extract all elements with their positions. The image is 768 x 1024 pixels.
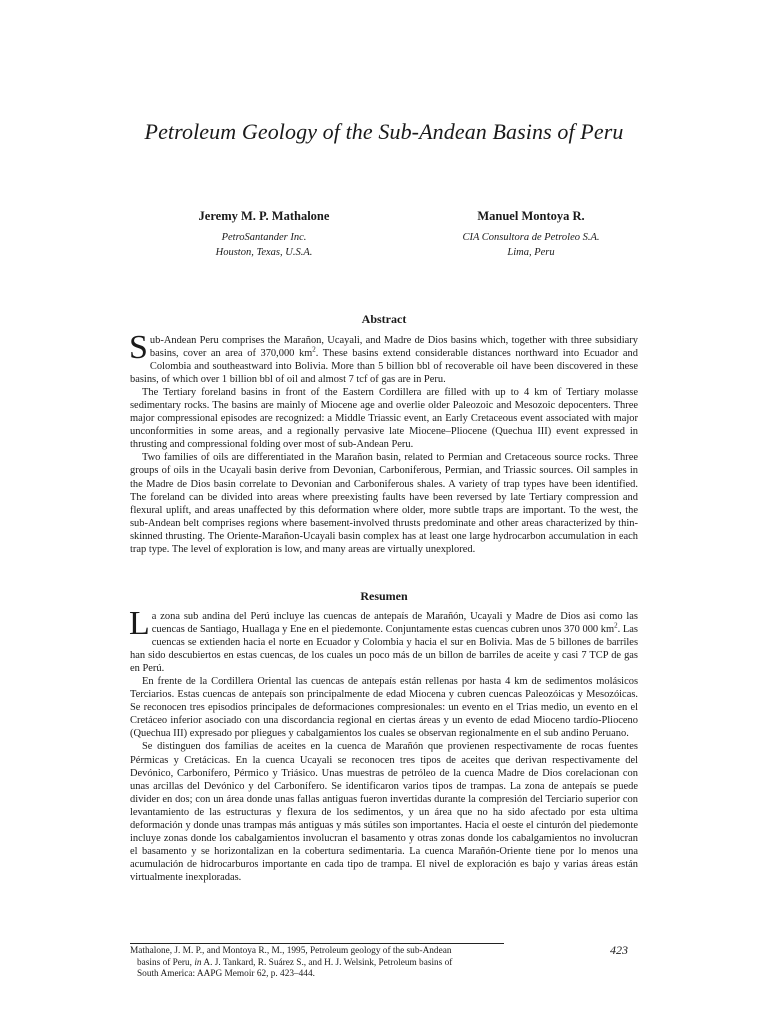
abstract-paragraph-1 <box>129 329 638 386</box>
abstract-p1-text: ub-Andean Peru comprises the Marañon, Ucayali, and Madre de Dios basins which, together with three subsidiary basins, cover an area of 370,000 km <box>149 335 638 360</box>
resumen-paragraph-1 <box>129 605 638 675</box>
resumen-p1-text: a zona sub andina del Perú incluye las cuencas de antepaís de Marañón, Ucayali y Madre de Dios asi como las cuencas de Santiago, Huallaga y Ene en el piedemonte. Conjuntamente estas cuencas cubren unos 370 000 km <box>151 611 638 636</box>
page-number: 423 <box>610 943 628 957</box>
author-1-affiliation-line: PetroSantander Inc. <box>221 232 307 243</box>
author-2-affiliation <box>381 230 681 260</box>
abstract-p1-text-cont: . These basins extend considerable distances northward into Ecuador and Colombia and southeastward into Bolivia. More than 5 billion bbl of recoverable oil have been discovered in these basins, of which over 1 billion bbl of oil and almost 7 tcf of gas are in Peru. <box>130 348 638 386</box>
citation-line-2 <box>130 958 510 970</box>
abstract-paragraph-2: The Tertiary foreland basins in front of the Eastern Cordillera are filled with up to 4 km of Tertiary molasse sedimentary rocks. The basins are mainly of Miocene age and overlie older Paleozoic and Mesozoic depocenters. Three major compressional episodes are recognized: a Middle Triassic event, an Early Cretaceous event associated with major unconformities in some areas, and a regionally pervasive late Miocene–Pliocene (Quechua III) event expressed in thrusting and compressional folding over most of sub-Andean Peru. <box>130 387 638 451</box>
resumen-body <box>129 605 638 884</box>
resumen-p1-text-cont: . Las cuencas se extienden hacia el norte en Ecuador y Colombia y hacia el sur en Bolivia. Mas de 5 billones de barriles han sido descubiertos en estas cuencas, de los cuales un poco más de un billon de barriles de aceite y casi 7 TCP de gas en Perú. <box>130 624 638 675</box>
author-2 <box>381 209 681 260</box>
abstract-dropcap: S <box>129 329 148 366</box>
author-2-affiliation-line: Lima, Peru <box>507 247 555 258</box>
paper-title: Petroleum Geology of the Sub-Andean Basins of Peru <box>144 119 624 144</box>
resumen-heading: Resumen <box>360 589 408 603</box>
author-1-name: Jeremy M. P. Mathalone <box>198 209 330 223</box>
citation-line-3: South America: AAPG Memoir 62, p. 423–444. <box>137 969 315 979</box>
citation-line-2-text: basins of Peru, <box>137 957 195 968</box>
abstract-paragraph-3: Two families of oils are differentiated in the Marañon basin, related to Permian and Cretaceous source rocks. Three groups of oils in the Ucayali basin derive from Devonian, Carboniferous, Permian, and Triassic sources. Oil samples in the Madre de Dios basin correlate to Devonian and Carboniferous shales. A variety of trap types have been identified. The foreland can be divided into areas where preexisting faults have been reversed by late Tertiary compression and flexural uplift, and areas unaffected by this deformation where older, more subtle traps are important. To the west, the sub-Andean belt comprises regions where basement-involved thrusts predominate and other areas characterized by thin-skinned thrusting. The Oriente-Marañon-Ucayali basin complex has at least one large hydrocarbon accumulation in each trap type. The level of exploration is low, and many areas are virtually unexplored. <box>130 452 638 555</box>
abstract-p1-superscript: 2 <box>312 345 316 354</box>
resumen-dropcap: L <box>129 605 150 642</box>
author-1 <box>114 209 414 260</box>
footnote-divider <box>130 943 504 944</box>
resumen-p1-superscript: 2 <box>614 621 618 630</box>
author-1-affiliation <box>114 230 414 260</box>
citation-line-2-in: in <box>194 957 202 968</box>
author-2-affiliation-line: CIA Consultora de Petroleo S.A. <box>462 232 600 243</box>
citation-footnote <box>130 946 510 981</box>
abstract-heading: Abstract <box>361 312 407 326</box>
citation-line-2-text-cont: A. J. Tankard, R. Suárez S., and H. J. Welsink, Petroleum basins of <box>201 957 453 968</box>
citation-line-1: Mathalone, J. M. P., and Montoya R., M., 1995, Petroleum geology of the sub-Andean <box>130 946 452 956</box>
resumen-paragraph-3: Se distinguen dos familias de aceites en la cuenca de Marañón que provienen respectivamente de rocas fuentes Pérmicas y Cretácicas. En la cuenca Ucayali se reconocen tres tipos de aceites que derivan respectivamente del Devónico, Carbonífero, Pérmico y Triásico. Unas muestras de petróleo de la cuenca Madre de Dios corelacionan con unas arcillas del Devónico y del Carbonífero. Se identificaron varios tipos de trampas. La zona de antepaís se puede divider en dos; con un área donde unas fallas antiguas fueron invertidas durante la compresión del Terciario superior con levantamiento de las estructuras y flexura de los sedimentos, y un área que no ha sido afectado por esta ultima deformación y donde unas trampas más antiguas y más sútiles son importantes. Hacia el oeste el cinturón del piedemonte incluye zonas donde los cabalgamientos involucran el basamento y otras zonas donde los cabalgamientos no involucran el basamento y se horizontalizan en la cobertura sedimentaria. La cuenca Marañón-Oriente tiene por lo menos una acumulación de hidrocarburos importante en cada tipo de trampa. El nivel de exploración es bajo y varias áreas están virtualmente inexploradas. <box>130 741 638 883</box>
abstract-body <box>129 329 638 556</box>
author-2-name: Manuel Montoya R. <box>477 209 585 223</box>
resumen-paragraph-2: En frente de la Cordillera Oriental las cuencas de antepaís están rellenas por hasta 4 km de sedimentos molásicos Terciarios. Estas cuencas de antepaís son principalmente de edad Miocena y cubren cuencas Paleozóicas y Mesozóicas. Se reconocen tres episodios principales de deformaciones compresionales: un evento en el Trias medio, un evento en el Cretáceo inferior asociado con una discordancia regional en ciertas áreas y un evento de edad Mioceno tardío-Plioceno (Quechua III) expresado por pliegues y cabalgamientos los cuales se observan regionalmente en el sub andino Peruano. <box>130 676 638 740</box>
author-1-affiliation-line: Houston, Texas, U.S.A. <box>215 247 313 258</box>
